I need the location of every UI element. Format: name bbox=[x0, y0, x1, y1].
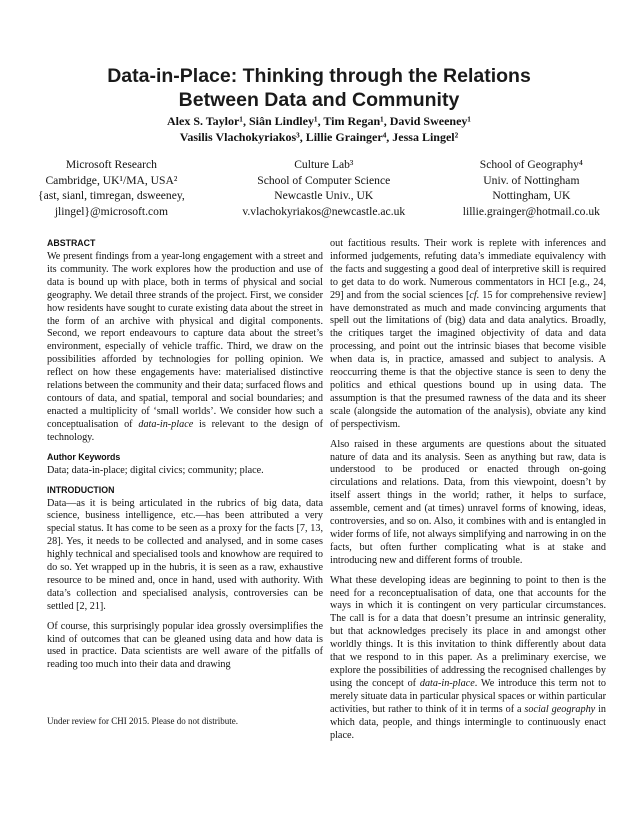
affiliation-line: Newcastle Univ., UK bbox=[274, 189, 374, 202]
affiliation-line: Nottingham, UK bbox=[492, 189, 571, 202]
abstract-text bbox=[47, 251, 323, 445]
affiliation-line: School of Geography⁴ bbox=[479, 158, 583, 171]
title-line-1: Data-in-Place: Thinking through the Relations bbox=[107, 65, 531, 87]
affiliation-line: Univ. of Nottingham bbox=[483, 173, 580, 187]
affiliation-line: {ast, sianl, timregan, dsweeney, bbox=[38, 189, 185, 202]
paragraph-text: 15 for comprehensive review] have demonstrated as much and made convincing arguments that spell out the limitations of (big) data and data analytics. Broadly, the critiques target the imagined objectivity of data and data processing, and point out the intrinsic biases that become visible when data is, in practice, amassed and subject to analysis. A reoccurring theme is that the objective stance is seen to deny the politics and ethical questions bound up in using data. The assumption is that the presumed rawness of the data and its sheer scale (alongside the automation of the analysis), obviate any kind of perspectivism. bbox=[330, 289, 606, 430]
introduction-paragraph-1: Data—as it is being articulated in the rubrics of big data, data science, business intelligence, etc.—has been attributed a very special status. It has come to be seen as a proxy for the facts [7, 13, 28]. Yes, it needs to be collected and analysed, and in some cases highly technical and specialised tools and knowhow are required to do so. Yet wrapped up in the hubris, it is seen as a raw, exhaustive resource to be mined and, once in hand, used with authority. With data’s collection and specialised analysis, controversies can be settled [2, 21]. bbox=[47, 497, 323, 612]
authors-line-1: Alex S. Taylor¹, Siân Lindley¹, Tim Regan¹, David Sweeney¹ bbox=[167, 114, 471, 128]
affiliation-line: Microsoft Research bbox=[65, 158, 157, 171]
introduction-paragraph-2: Of course, this surprisingly popular idea grossly oversimplifies the kind of outcomes that can be gleaned using data and how data is used in practice. Data scientists are well aware of the pitfalls of reading too much into their data and drawing bbox=[47, 620, 323, 671]
affiliation-email: jlingel}@microsoft.com bbox=[54, 204, 168, 218]
italic-social-geography: social geography bbox=[524, 703, 596, 715]
paragraph-text: What these developing ideas are beginning to point to then is the need for a reconceptualisation of data, one that accounts for the ways in which it is contingent on very particular circumstances. The call is for a data that doesn’t presume an intrinsic generality, but that acknowledges precisely its place in and amongst other worldly things. It is this invitation to think differently about data that we respond to in this paper. As a preliminary exercise, we explore the possibilities of addressing the recognised challenges by using the concept of bbox=[330, 574, 606, 689]
abstract-italic-term: data-in-place bbox=[138, 418, 194, 430]
paragraph-text: in which data, people, and things intermingle to continuously enact place. bbox=[330, 703, 606, 741]
author-list bbox=[60, 113, 578, 145]
affiliation-line: School of Computer Science bbox=[257, 173, 391, 187]
authors-line-2: Vasilis Vlachokyriakos³, Lillie Grainger⁴, Jessa Lingel² bbox=[179, 130, 459, 144]
body-paragraph-2: Also raised in these arguments are questions about the situated nature of data and its analysis. Seen as anything but raw, data is understood to be produced or enacted through on-going circulations and relations. Data, from this viewpoint, doesn’t by itself assert things in the world; rather, it helps to surface, assemble, cement and (at times) unravel forms of knowing, ideas, controversies, and so on. Also, it combines with and is entangled in wider forms of life, not always simplifying and narrowing in on the facts, but often further complicating what is at stake and introducing new and different forms of trouble. bbox=[330, 438, 606, 566]
paragraph-text: out factitious results. Their work is replete with inferences and informed judgements, refuting data’s immediate equivalency with the facts and suggesting a good deal of interpretive skill is required to get data to do work. Numerous commentators in HCI [e.g., 24, 29] and from the social sciences [ bbox=[330, 238, 606, 301]
left-column bbox=[47, 238, 323, 679]
affiliation-email: lillie.grainger@hotmail.co.uk bbox=[462, 204, 600, 218]
paper-title bbox=[70, 64, 568, 112]
italic-cf: cf. bbox=[469, 289, 480, 301]
right-column bbox=[330, 238, 606, 749]
affiliation-line: Culture Lab³ bbox=[294, 158, 354, 171]
affiliation-microsoft bbox=[38, 157, 185, 219]
abstract-body-end: is relevant to the design of technology. bbox=[47, 418, 324, 443]
affiliations bbox=[38, 157, 600, 219]
review-footnote: Under review for CHI 2015. Please do not distribute. bbox=[47, 716, 238, 726]
title-line-2: Between Data and Community bbox=[178, 89, 460, 111]
italic-data-in-place: data-in-place bbox=[419, 677, 475, 689]
body-paragraph-3 bbox=[330, 575, 606, 743]
affiliation-culture-lab bbox=[242, 157, 405, 219]
introduction-heading: INTRODUCTION bbox=[47, 484, 115, 495]
body-paragraph-1 bbox=[330, 238, 606, 432]
affiliation-line: Cambridge, UK¹/MA, USA² bbox=[45, 173, 178, 187]
keywords-heading: Author Keywords bbox=[47, 451, 121, 462]
keywords-text: Data; data-in-place; digital civics; community; place. bbox=[47, 464, 264, 476]
paragraph-text: . We introduce this term not to merely situate data in particular physical spaces or within particular activities, but rather to think of it in terms of a bbox=[330, 677, 606, 715]
affiliation-nottingham bbox=[463, 157, 600, 219]
abstract-heading: ABSTRACT bbox=[47, 238, 96, 248]
abstract-body: We present findings from a year-long engagement with a street and its community. The work explores how the production and use of data is bound up with place, both in terms of physical and social geography. We detail three strands of the project. First, we consider how residents have sought to curate existing data about the street in the form of an archive with physical and digital components. Second, we report endeavours to capture data about the street’s environment, especially of vehicle traffic. Third, we draw on the possibilities afforded by technologies for polling opinion. We reflect on how these engagements have: materialised distinctive relations between the community and their data; surfaced flows and contours of data, and spatial, temporal and social boundaries; and enacted a multiplicity of ‘small worlds’. We consider how such a conceptualisation of bbox=[47, 251, 323, 430]
affiliation-email: v.vlachokyriakos@newcastle.ac.uk bbox=[242, 204, 406, 218]
